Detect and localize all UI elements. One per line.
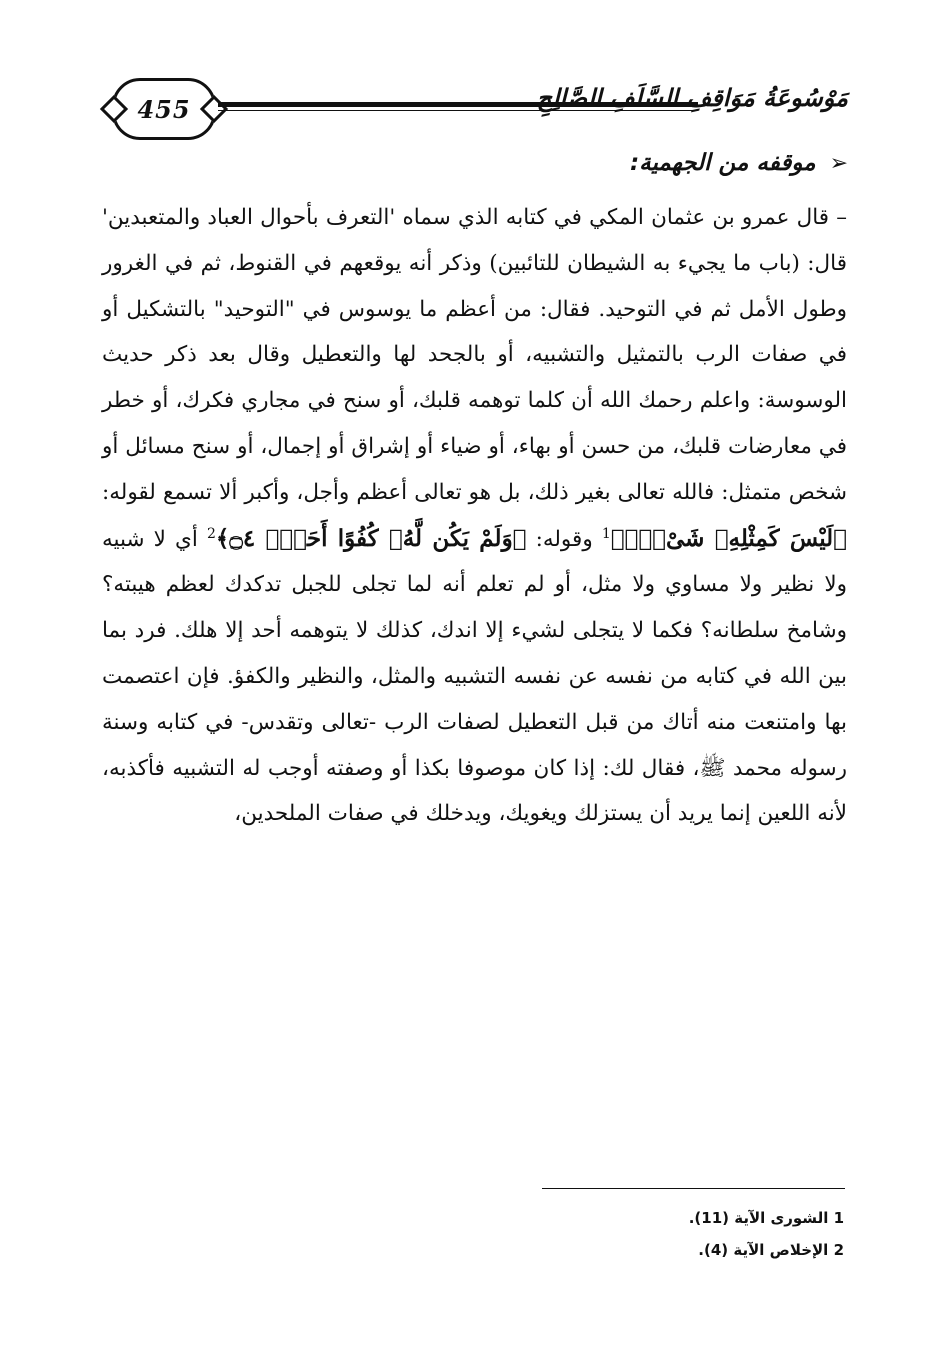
page-number: 455 (137, 94, 191, 124)
footnote-2: 2 الإخلاص الآية (4). (698, 1241, 844, 1259)
body-text (102, 195, 847, 837)
series-title: مَوْسُوعَةُ مَوَاقِفِ السَّلَفِ الصَّالِحِ (536, 84, 848, 112)
arrow-bullet-icon: ➢ (829, 150, 848, 176)
footnote-ref-2[interactable]: 2 (206, 525, 216, 542)
footnote-ref-1[interactable]: 1 (601, 525, 611, 542)
paragraph (102, 195, 847, 837)
section-title: موقفه من الجهمية: (629, 150, 816, 176)
footnotes (689, 1202, 844, 1266)
quran-verse-1: ﴿لَيْسَ كَمِثْلِهِۦ شَىْءٌۭ﴾ (610, 524, 847, 552)
quran-verse-2: ﴿وَلَمْ يَكُن لَّهُۥ كُفُوًا أَحَدٌۢ ۝٤﴾ (215, 524, 527, 552)
text-after-quran: أي لا شبيه ولا نظير ولا مساوي ولا مثل، أو لم تعلم أنه لما تجلى للجبل تدكدك لعظم هيبته؟ وشامخ سلطانه؟ فكما لا يتجلى لشيء إلا اندك، كذلك لا يتوهمه أحد إلا هلك. فرد بما بين الله في كتابه من نفسه عن نفسه التشبيه والمثل، والنظير والكفؤ. فإن اعتصمت بها وامتنعت منه أتاك من قبل التعطيل لصفات الرب -تعالى وتقدس- في كتابه وسنة رسوله محمد ﷺ، فقال لك: إذا كان موصوفا بكذا أو وصفته أوجب له التشبيه فأكذبه، لأنه اللعين إنما يريد أن يستزلك ويغويك، ويدخلك في صفات الملحدين، (102, 526, 847, 827)
text-before-quran: – قال عمرو بن عثمان المكي في كتابه الذي سماه 'التعرف بأحوال العباد والمتعبدين' قال: (باب ما يجيء به الشيطان للتائبين) وذكر أنه يوقعهم في القنوط، ثم في الغرور وطول الأمل ثم في التوحيد. فقال: من أعظم ما يوسوس في "التوحيد" بالتشكيل أو في صفات الرب بالتمثيل والتشبيه، أو بالجحد لها والتعطيل وقال بعد ذكر حديث الوسوسة: واعلم رحمك الله أن كلما توهمه قلبك، أو سنح في مجاري فكرك، أو خطر في معارضات قلبك، من حسن أو بهاء، أو ضياء أو إشراق أو إجمال، أو سنح مسائل أو شخص متمثل: فالله تعالى بغير ذلك، بل هو تعالى أعظم وأجل، وأكبر ألا تسمع لقوله: (102, 205, 847, 505)
page-header (100, 70, 848, 156)
section-heading (630, 150, 848, 176)
text-between-verses: وقوله: (535, 526, 593, 552)
page-number-badge (112, 78, 216, 140)
footnote-1: 1 الشورى الآية (11). (688, 1209, 844, 1227)
footnote-divider (542, 1188, 845, 1189)
